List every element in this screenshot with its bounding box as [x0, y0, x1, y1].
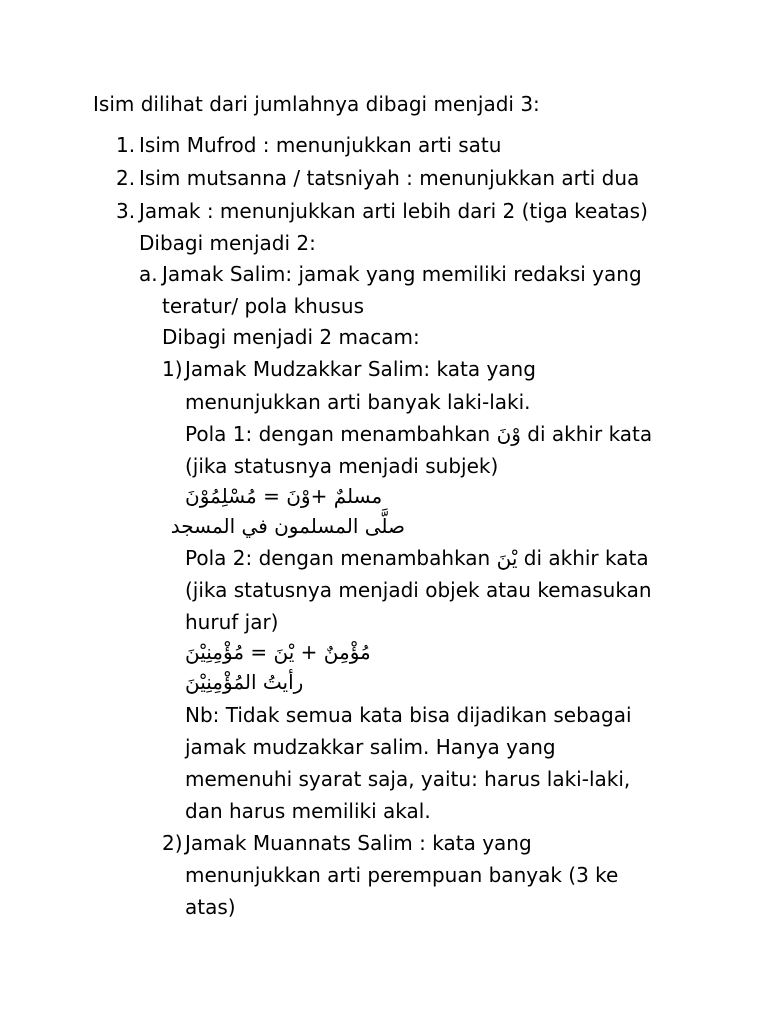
muannats-line-3: atas): [185, 895, 236, 919]
item-number-2: 2): [162, 831, 183, 855]
list-number-1: 1.: [116, 133, 136, 157]
sub-letter-a: a.: [139, 262, 158, 286]
arabic-example-1: مسلمٌ +وْنَ = مُسْلِمُوْنَ: [185, 484, 383, 508]
list-number-2: 2.: [116, 166, 136, 190]
mudzakkar-line-2: menunjukkan arti banyak laki-laki.: [185, 390, 531, 414]
intro-text: Isim dilihat dari jumlahnya dibagi menjadi 3:: [93, 92, 540, 116]
pola-1-line-2: (jika statusnya menjadi subjek): [185, 454, 499, 478]
pola-1-line-1: Pola 1: dengan menambahkan وْنَ di akhir kata: [185, 422, 653, 446]
jamak-dibagi-text: Dibagi menjadi 2:: [139, 231, 316, 255]
arabic-example-2: صلَّى المسلمون في المسجد: [170, 514, 405, 538]
list-item-jamak: Jamak : menunjukkan arti lebih dari 2 (tiga keatas): [139, 199, 648, 223]
mudzakkar-line-1: Jamak Mudzakkar Salim: kata yang: [185, 357, 536, 381]
nb-line-2: jamak mudzakkar salim. Hanya yang: [185, 735, 556, 759]
muannats-line-2: menunjukkan arti perempuan banyak (3 ke: [185, 863, 619, 887]
muannats-line-1: Jamak Muannats Salim : kata yang: [185, 831, 532, 855]
nb-line-3: memenuhi syarat saja, yaitu: harus laki-laki,: [185, 767, 631, 791]
jamak-salim-line-1: Jamak Salim: jamak yang memiliki redaksi yang: [162, 262, 642, 286]
arabic-example-4: رأيتُ المُؤْمِنِيْنَ: [185, 670, 304, 694]
arabic-example-3: مُؤْمِنٌ + يْنَ = مُؤْمِنِيْنَ: [185, 640, 371, 664]
list-number-3: 3.: [116, 199, 136, 223]
list-item-isim-mutsanna: Isim mutsanna / tatsniyah : menunjukkan arti dua: [139, 166, 640, 190]
list-item-isim-mufrod: Isim Mufrod : menunjukkan arti satu: [139, 133, 502, 157]
jamak-salim-line-3: Dibagi menjadi 2 macam:: [162, 325, 420, 349]
nb-line-1: Nb: Tidak semua kata bisa dijadikan sebagai: [185, 703, 632, 727]
pola-2-line-2: (jika statusnya menjadi objek atau kemasukan: [185, 578, 652, 602]
nb-line-4: dan harus memiliki akal.: [185, 799, 431, 823]
pola-2-line-3: huruf jar): [185, 610, 279, 634]
jamak-salim-line-2: teratur/ pola khusus: [162, 294, 365, 318]
item-number-1: 1): [162, 357, 183, 381]
pola-2-line-1: Pola 2: dengan menambahkan يْنَ di akhir kata: [185, 546, 649, 570]
